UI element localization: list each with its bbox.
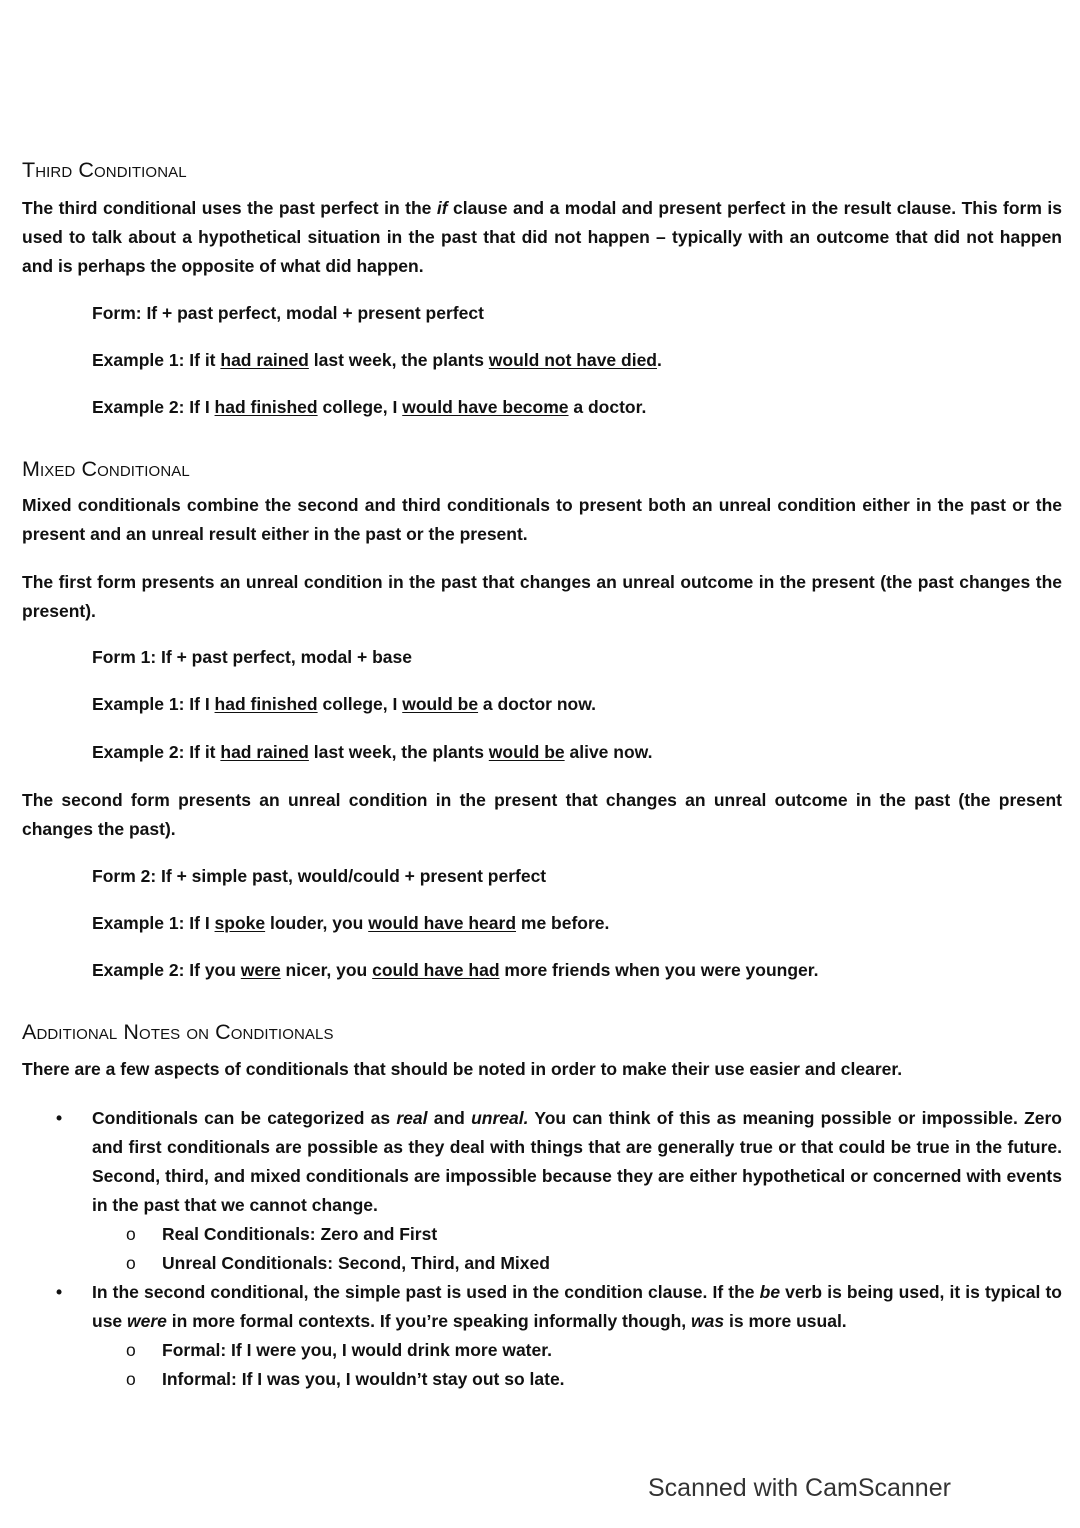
mixed-intro-paragraph: Mixed conditionals combine the second and third conditionals to present both an unreal condition either in the past or the present and an unreal result either in the past or the present. [22, 495, 1062, 544]
mixed-form2-example-1: Example 1: If I spoke louder, you would have heard me before. [92, 913, 610, 933]
mixed-second-form-paragraph: The second form presents an unreal condition in the present that changes an unreal outcome in the past (the present changes the past). [22, 790, 1062, 839]
notes-list [22, 1104, 1062, 1394]
circle-bullet-icon: o [126, 1224, 136, 1244]
third-conditional-heading: Third Conditional [22, 158, 187, 182]
sub-list [92, 1220, 1062, 1278]
additional-notes-intro: There are a few aspects of conditionals that should be noted in order to make their use easier and clearer. [22, 1059, 903, 1079]
sub-list-item: o Informal: If I was you, I wouldn’t stay out so late. [92, 1365, 1062, 1394]
mixed-form-1: Form 1: If + past perfect, modal + base [92, 647, 412, 667]
circle-bullet-icon: o [126, 1369, 136, 1389]
list-item: • In the second conditional, the simple past is used in the condition clause. If the be verb is being used, it is typical to use were in more formal contexts. If you’re speaking informally though, was is more usual. o Formal: If I were you, I would drink more water. o Informal: If I was you, I wouldn’t stay out so late. [22, 1278, 1062, 1394]
additional-notes-heading: Additional Notes on Conditionals [22, 1020, 334, 1044]
third-example-1: Example 1: If it had rained last week, the plants would not have died. [92, 350, 662, 370]
bullet-icon: • [56, 1108, 63, 1128]
third-form: Form: If + past perfect, modal + present perfect [92, 303, 484, 323]
third-example-2: Example 2: If I had finished college, I would have become a doctor. [92, 397, 647, 417]
sub-list [92, 1336, 1062, 1394]
circle-bullet-icon: o [126, 1340, 136, 1360]
mixed-form-2: Form 2: If + simple past, would/could + present perfect [92, 866, 547, 886]
mixed-first-form-paragraph: The first form presents an unreal condition in the past that changes an unreal outcome in the present (the past changes the present). [22, 572, 1062, 621]
mixed-form1-example-1: Example 1: If I had finished college, I would be a doctor now. [92, 694, 597, 714]
list-item: • Conditionals can be categorized as real and unreal. You can think of this as meaning possible or impossible. Zero and first conditionals are possible as they deal with things that are generally true or that could be true in the future. Second, third, and mixed conditionals are impossible because they are either hypothetical or concerned with events in the past that we cannot change. o Real Conditionals: Zero and First o Unreal Conditionals: Second, Third, and Mixed [22, 1104, 1062, 1278]
sub-list-item: o Real Conditionals: Zero and First [92, 1220, 1062, 1249]
circle-bullet-icon: o [126, 1253, 136, 1273]
mixed-form2-example-2: Example 2: If you were nicer, you could have had more friends when you were younger. [92, 960, 819, 980]
sub-list-item: o Unreal Conditionals: Second, Third, and Mixed [92, 1249, 1062, 1278]
sub-list-item: o Formal: If I were you, I would drink more water. [92, 1336, 1062, 1365]
third-conditional-paragraph: The third conditional uses the past perfect in the if clause and a modal and present perfect in the result clause. This form is used to talk about a hypothetical situation in the past that did not happen – typically with an outcome that did not happen and is perhaps the opposite of what did happen. [22, 198, 1062, 276]
mixed-conditional-heading: Mixed Conditional [22, 457, 190, 481]
bullet-icon: • [56, 1282, 63, 1302]
camscanner-watermark: Scanned with CamScanner [648, 1474, 951, 1502]
mixed-form1-example-2: Example 2: If it had rained last week, the plants would be alive now. [92, 742, 653, 762]
